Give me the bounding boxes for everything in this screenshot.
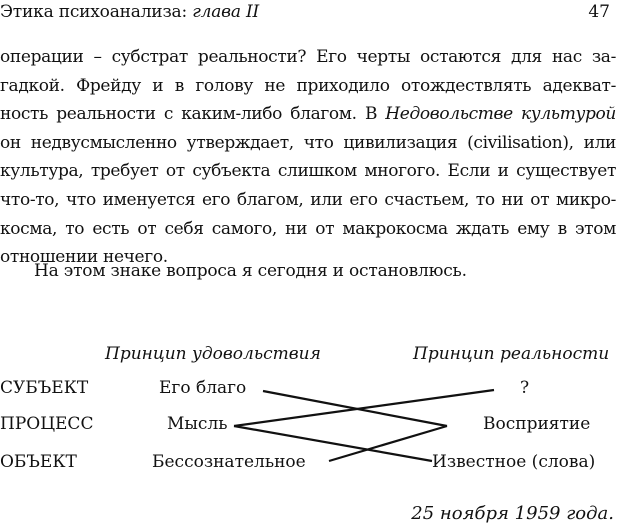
- text-line-4: он недвусмысленно утверждает, что цивилизация (civilisation), или: [0, 132, 616, 153]
- text-line-1: операции – субстрат реальности? Его черты остаются для нас за-: [0, 47, 616, 67]
- right-item-known-words: Известное (слова): [432, 452, 596, 472]
- heading-reality-principle: Принцип реальности: [413, 344, 610, 364]
- text-line-8: отношении нечего.: [0, 247, 168, 268]
- header-title: Этика психоанализа:: [0, 2, 193, 22]
- heading-pleasure-principle: Принцип удовольствия: [105, 344, 321, 364]
- text-line-5: культура, требует от субъекта слишком многого. Если и существует: [0, 161, 616, 182]
- right-item-question: ?: [520, 378, 530, 398]
- row-label-subject: СУБЪЕКТ: [0, 378, 89, 398]
- book-title: Недовольстве культурой: [385, 104, 616, 125]
- row-label-process: ПРОЦЕСС: [0, 414, 94, 434]
- date-signature: 25 ноября 1959 года.: [411, 503, 614, 524]
- text-line-2: гадкой. Фрейду и в голову не приходило отождествлять адекват-: [0, 75, 616, 96]
- page-number: 47: [588, 2, 610, 22]
- closing-sentence: На этом знаке вопроса я сегодня и остановлюсь.: [34, 261, 467, 281]
- left-item-thought: Мысль: [167, 414, 228, 434]
- left-item-his-good: Его благо: [159, 378, 247, 398]
- row-label-object: ОБЪЕКТ: [0, 452, 77, 472]
- line-thought-to-known: [234, 426, 432, 461]
- text-line-6: что-то, что именуется его благом, или его счастьем, то ни от микро-: [0, 189, 616, 210]
- text-line-3-start: ность реальности с каким-либо благом. В: [0, 104, 386, 125]
- header-chapter: глава II: [192, 2, 260, 22]
- line-thought-to-question: [234, 390, 494, 426]
- left-item-unconscious: Бессознательное: [152, 452, 306, 472]
- right-item-perception: Восприятие: [483, 414, 591, 434]
- line-unconscious-to-perception: [329, 426, 447, 461]
- text-line-7: косма, то есть от себя самого, ни от макрокосма ждать ему в этом: [0, 218, 616, 239]
